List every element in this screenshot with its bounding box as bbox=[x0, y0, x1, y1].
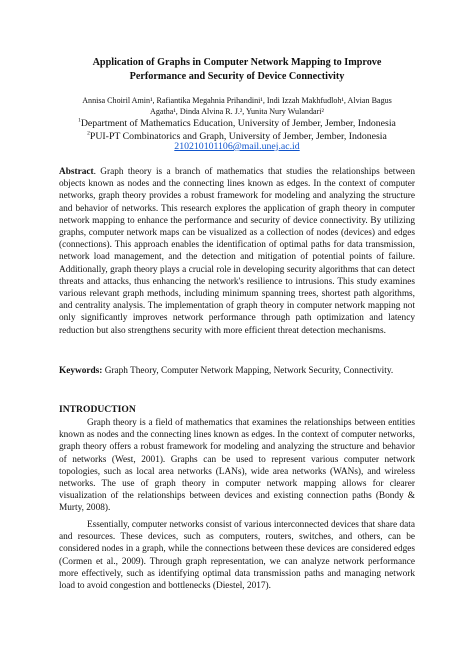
keywords-text: Graph Theory, Computer Network Mapping, Network Security, Connectivity. bbox=[102, 366, 394, 376]
introduction-heading: INTRODUCTION bbox=[59, 404, 136, 415]
keywords-paragraph bbox=[59, 365, 415, 377]
author-line-2: Agatha¹, Dinda Alvina R. J.², Yunita Nury Wulandari² bbox=[150, 106, 324, 116]
abstract-text: . Graph theory is a branch of mathematics that studies the relationships between objects known as nodes and the connecting lines known as edges. In the context of computer networks, graph theory provides a robust framework for modeling and analyzing the structure and behavior of networks. This research explores the application of graph theory in computer network mapping to enhance the performance and security of device connectivity. By utilizing graphs, computer network maps can be visualized as a collection of nodes (devices) and edges (connections). This approach enables the identification of optimal paths for data transmission, network load management, and the detection and mitigation of potential points of failure. Additionally, graph theory plays a crucial role in developing security algorithms that can detect threats and attacks, thus enhancing the network's resilience to intrusions. This study examines various relevant graph methods, including minimum spanning trees, shortest path algorithms, and centrality analysis. The implementation of graph theory in computer network mapping not only significantly improves network performance through path optimization and latency reduction but also strengthens security with more efficient threat detection mechanisms. bbox=[59, 167, 415, 336]
author-email-link[interactable]: 210210101106@mail.unej.ac.id bbox=[174, 141, 300, 152]
abstract-label: Abstract bbox=[59, 167, 94, 177]
affiliation-1-text: Department of Mathematics Education, University of Jember, Jember, Indonesia bbox=[80, 118, 396, 129]
affiliation-2-text: PUI-PT Combinatorics and Graph, University of Jember, Jember, Indonesia bbox=[89, 131, 387, 142]
introduction-paragraph-1: Graph theory is a field of mathematics that examines the relationships between entities known as nodes and the connecting lines known as edges. In the context of computer networks, graph theory offers a robust framework for modeling and analyzing the structure and behavior of networks (West, 2001). Graphs can be used to represent various computer network topologies, such as local area networks (LANs), wide area networks (WANs), and wireless networks. The use of graph theory in computer network mapping allows for clearer visualization of the relationships between devices and existing connection paths (Bondy & Murty, 2008). bbox=[59, 418, 415, 514]
affiliation-1-mark: 1 bbox=[78, 117, 81, 124]
affiliation-2-mark: 2 bbox=[87, 130, 90, 137]
abstract-paragraph bbox=[59, 166, 415, 337]
affiliation-1 bbox=[60, 117, 414, 130]
introduction-paragraph-2: Essentially, computer networks consist of various interconnected devices that share data and resources. These devices, such as computers, routers, switches, and others, can be considered nodes in a graph, while the connections between these devices are considered edges (Cormen et al., 2009). Through graph representation, we can analyze network performance more effectively, such as identifying optimal data transmission paths and managing network load to avoid congestion and bottlenecks (Diestel, 2017). bbox=[59, 520, 415, 592]
author-line-1: Annisa Choiril Amin¹, Rafiantika Megahnia Prihandini¹, Indi Izzah Makhfudloh¹, Alvian Bagus bbox=[82, 96, 392, 105]
keywords-label: Keywords: bbox=[59, 366, 103, 376]
author-list bbox=[60, 96, 414, 117]
paper-title: Application of Graphs in Computer Network Mapping to Improve Performance and Security of Device Connectivity bbox=[92, 57, 382, 82]
